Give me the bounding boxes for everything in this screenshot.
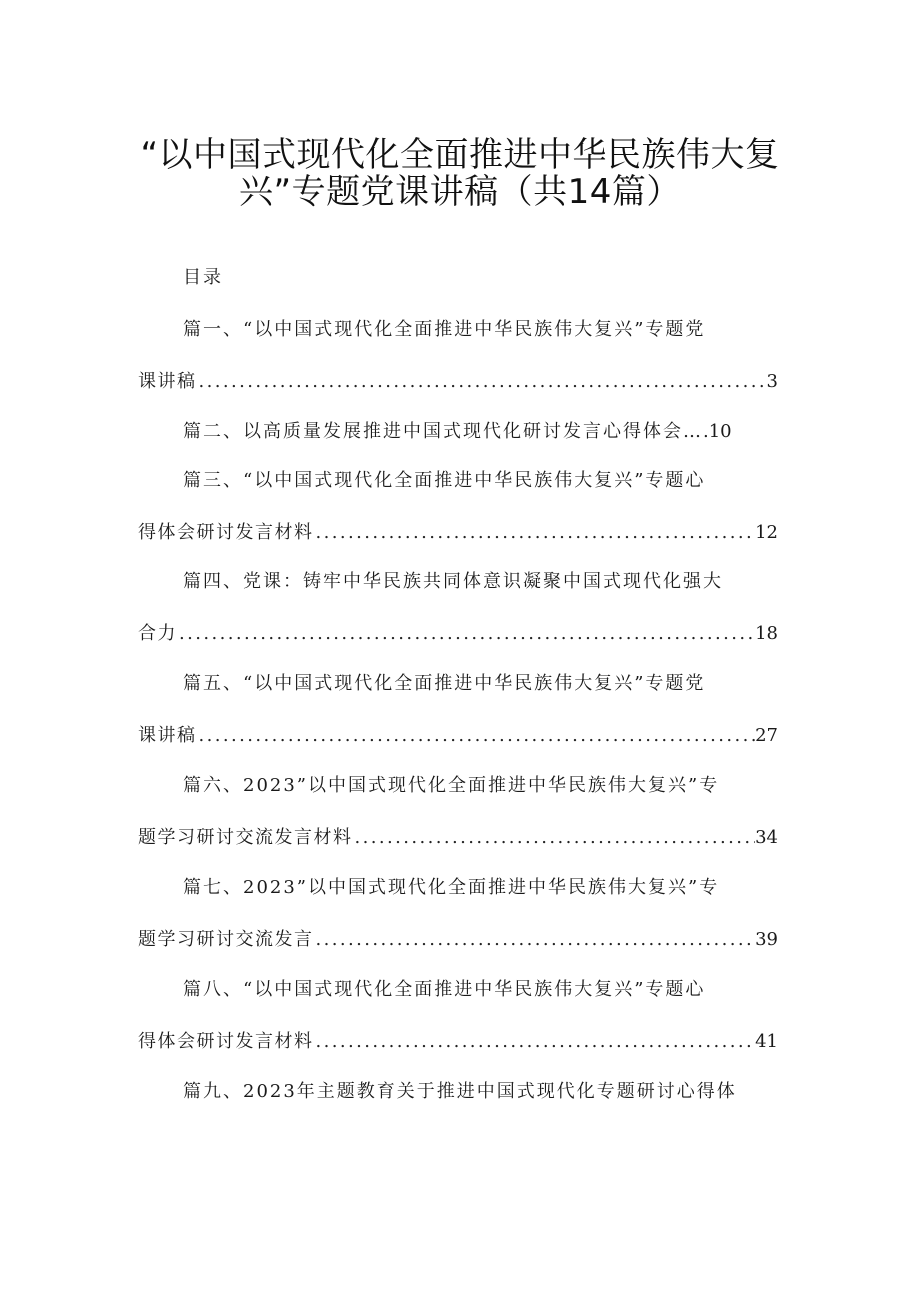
toc-entry-6-continuation[interactable] [138,826,778,850]
toc-entry-text: 得体会研讨发言材料 [138,522,314,543]
toc-page-number: 41 [755,1031,778,1052]
toc-entry-text: 题学习研讨交流发言材料 [138,827,353,848]
toc-entry-8-continuation[interactable] [138,1030,778,1054]
toc-page-number: 27 [755,725,778,746]
toc-entry-text: 得体会研讨发言材料 [138,1031,314,1052]
toc-page-number: 34 [755,827,778,848]
toc-entry-7-continuation[interactable] [138,928,778,952]
dot-leader [353,826,756,850]
toc-entry-text: 课讲稿 [138,371,197,392]
document-title-line-1: “以中国式现代化全面推进中华民族伟大复 [140,135,780,175]
dot-leader [314,1030,756,1054]
toc-entry-3-continuation[interactable] [138,521,778,545]
toc-entry-text: 课讲稿 [138,725,197,746]
toc-entry-9-title[interactable]: 篇九、2023年主题教育关于推进中国式现代化专题研讨心得体 [183,1081,737,1102]
toc-entry-4-title[interactable]: 篇四、党课：铸牢中华民族共同体意识凝聚中国式现代化强大 [183,571,723,592]
toc-page-number: .10 [703,421,732,442]
dot-leader [314,521,756,545]
toc-entry-8-title[interactable]: 篇八、“以中国式现代化全面推进中华民族伟大复兴”专题心 [183,979,706,1000]
ellipsis-leader: … [683,421,703,442]
toc-entry-1-continuation[interactable] [138,370,778,394]
toc-entry-5-title[interactable]: 篇五、“以中国式现代化全面推进中华民族伟大复兴”专题党 [183,673,706,694]
toc-entry-2[interactable] [183,420,743,444]
toc-heading: 目录 [183,267,223,288]
toc-page-number: 18 [755,623,778,644]
dot-leader [197,724,756,748]
dot-leader [177,622,755,646]
toc-page-number: 12 [755,522,778,543]
toc-entry-5-continuation[interactable] [138,724,778,748]
toc-entry-3-title[interactable]: 篇三、“以中国式现代化全面推进中华民族伟大复兴”专题心 [183,470,706,491]
toc-entry-4-continuation[interactable] [138,622,778,646]
toc-entry-text: 篇二、以高质量发展推进中国式现代化研讨发言心得体会 [183,421,683,442]
dot-leader [314,928,756,952]
toc-page-number: 3 [766,371,778,392]
toc-entry-text: 合力 [138,623,177,644]
dot-leader [197,370,767,394]
toc-entry-1-title[interactable]: 篇一、“以中国式现代化全面推进中华民族伟大复兴”专题党 [183,319,706,340]
toc-page-number: 39 [755,929,778,950]
document-title-line-2: 兴”专题党课讲稿（共14篇） [239,172,681,212]
toc-entry-text: 题学习研讨交流发言 [138,929,314,950]
toc-entry-7-title[interactable]: 篇七、2023”以中国式现代化全面推进中华民族伟大复兴”专 [183,877,720,898]
toc-entry-6-title[interactable]: 篇六、2023”以中国式现代化全面推进中华民族伟大复兴”专 [183,775,720,796]
